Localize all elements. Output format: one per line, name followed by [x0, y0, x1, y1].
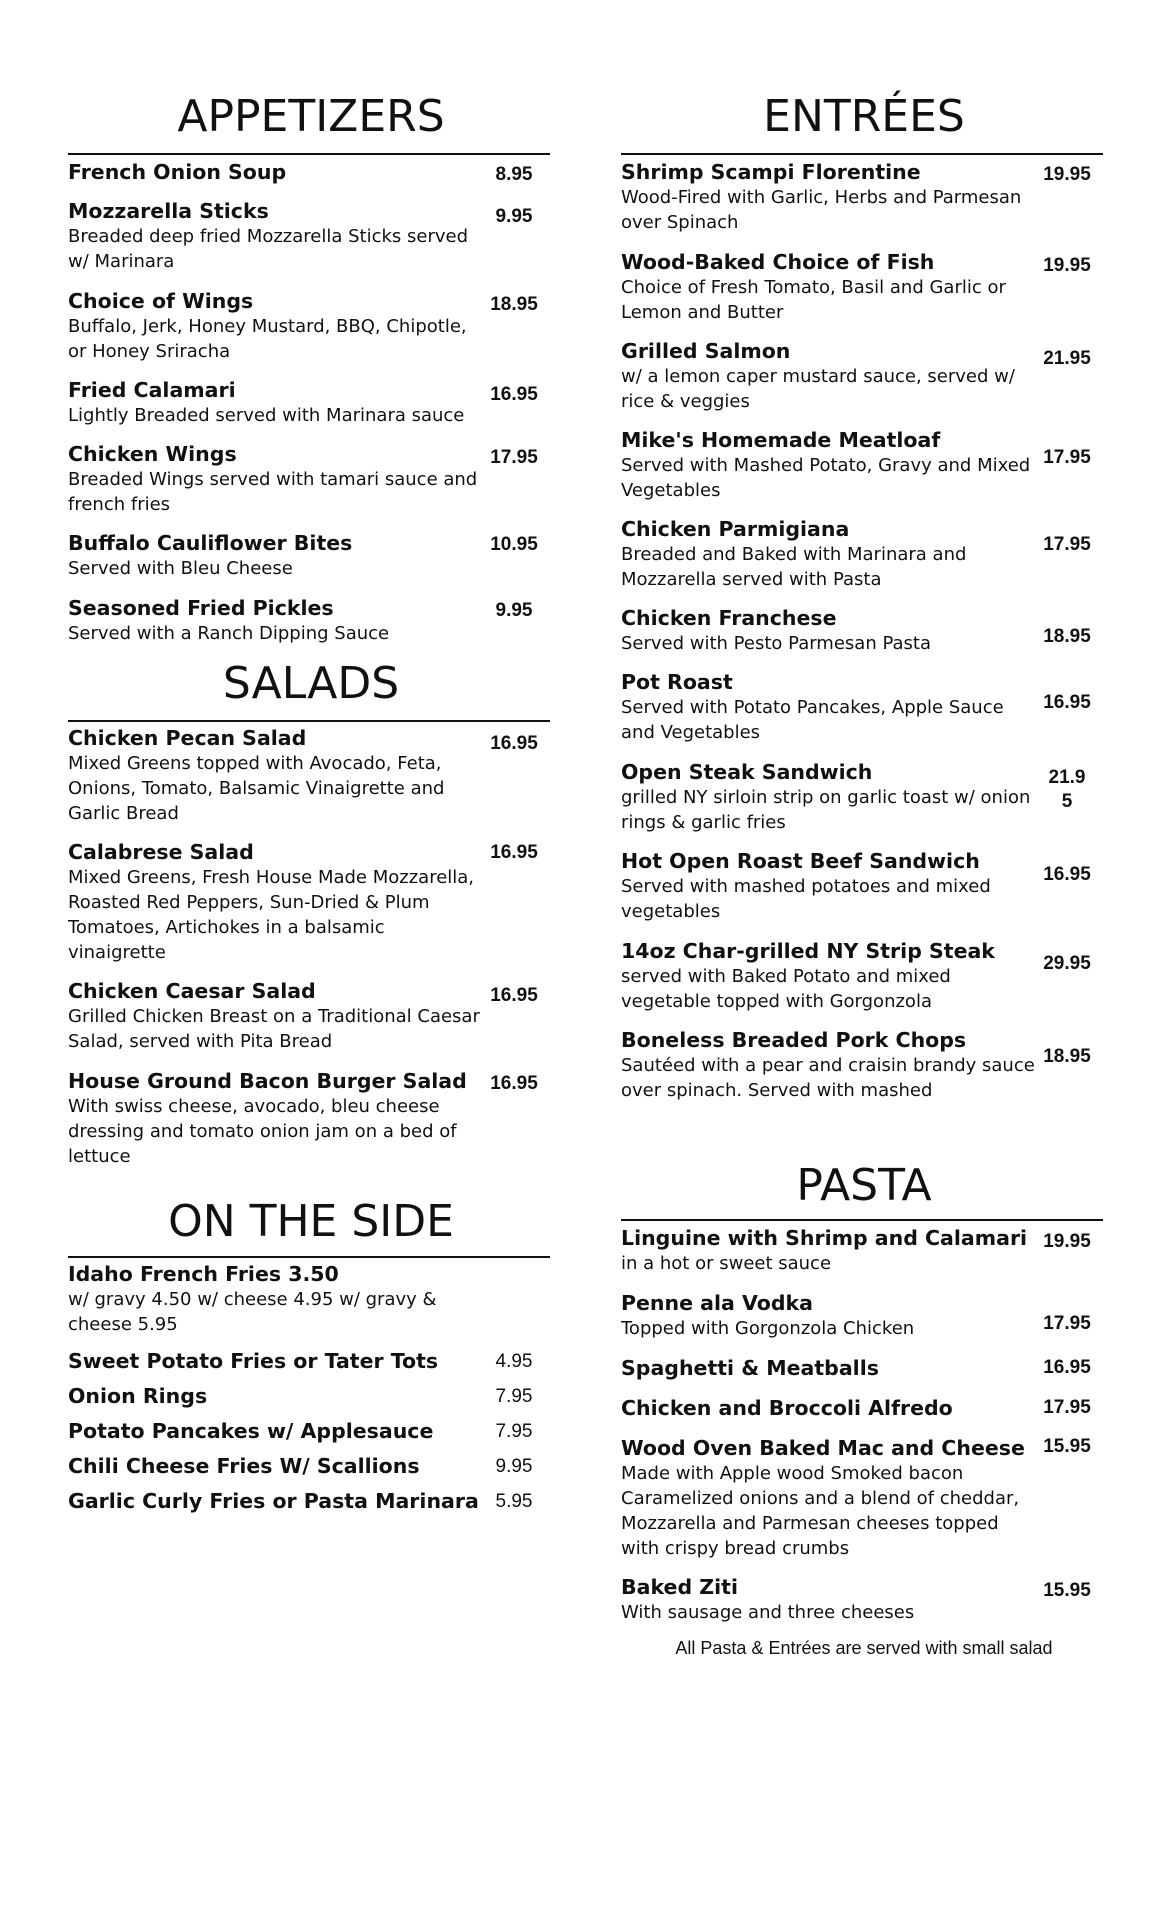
- menu-item: [621, 760, 1107, 835]
- item-price: 19.95: [1043, 1231, 1091, 1252]
- item-name: Chicken Caesar Salad: [68, 979, 316, 1003]
- menu-item: [68, 840, 554, 965]
- item-price: 7.95: [495, 1386, 533, 1407]
- item-name: Penne ala Vodka: [621, 1291, 813, 1315]
- menu-item: [621, 517, 1107, 592]
- item-description: With sausage and three cheeses: [621, 1602, 915, 1623]
- item-price: 21.9 5: [1048, 767, 1086, 812]
- item-price: 8.95: [495, 164, 533, 185]
- item-price: 17.95: [490, 447, 538, 468]
- item-description: Served with Mashed Potato, Gravy and Mixed Vegetables: [621, 455, 1031, 501]
- item-description: Choice of Fresh Tomato, Basil and Garlic or Lemon and Butter: [621, 277, 1006, 323]
- item-name: Chicken Parmigiana: [621, 517, 850, 541]
- item-name: Wood Oven Baked Mac and Cheese: [621, 1436, 1025, 1460]
- item-price: 21.95: [1043, 348, 1091, 369]
- menu-item: [68, 199, 554, 274]
- item-name: Chicken Franchese: [621, 606, 837, 630]
- item-name: Boneless Breaded Pork Chops: [621, 1028, 967, 1052]
- item-name: Chicken Pecan Salad: [68, 726, 307, 750]
- item-price: 19.95: [1043, 255, 1091, 276]
- menu-item: [68, 1454, 554, 1479]
- item-name: Chicken and Broccoli Alfredo: [621, 1396, 953, 1420]
- menu-item: [621, 1291, 1107, 1341]
- menu-item: [68, 1069, 554, 1169]
- sides-divider: [68, 1256, 550, 1258]
- item-name: Wood-Baked Choice of Fish: [621, 250, 935, 274]
- menu-item: [68, 596, 554, 646]
- menu-item: [621, 1575, 1107, 1625]
- item-price: 18.95: [1043, 626, 1091, 647]
- menu-item: [68, 442, 554, 517]
- item-description: Served with Potato Pancakes, Apple Sauce and Vegetables: [621, 697, 1004, 743]
- menu-item: [68, 1262, 554, 1337]
- appetizers-title: APPETIZERS: [177, 91, 445, 142]
- item-description: Served with a Ranch Dipping Sauce: [68, 623, 390, 644]
- item-price: 5.95: [495, 1491, 533, 1512]
- item-price: 4.95: [495, 1351, 533, 1372]
- item-price: 18.95: [490, 294, 538, 315]
- item-price: 16.95: [1043, 1357, 1091, 1378]
- item-description: Breaded deep fried Mozzarella Sticks served w/ Marinara: [68, 226, 468, 272]
- item-name: Garlic Curly Fries or Pasta Marinara: [68, 1489, 479, 1513]
- item-price: 9.95: [495, 206, 533, 227]
- menu-item: [68, 531, 554, 581]
- salads-title: SALADS: [222, 658, 400, 709]
- menu-item: [621, 1396, 1107, 1421]
- item-price: 16.95: [490, 384, 538, 405]
- menu-item: [621, 1028, 1107, 1103]
- item-price: 17.95: [1043, 1313, 1091, 1334]
- item-price: 9.95: [495, 600, 533, 621]
- menu-item: [621, 939, 1107, 1014]
- item-description: Served with Pesto Parmesan Pasta: [621, 633, 931, 654]
- entrees-title: ENTRÉES: [763, 91, 965, 142]
- menu-item: [621, 670, 1107, 745]
- item-description: served with Baked Potato and mixed vegetable topped with Gorgonzola: [621, 966, 951, 1012]
- item-description: Topped with Gorgonzola Chicken: [621, 1318, 915, 1339]
- entrees-divider: [621, 153, 1103, 155]
- item-description: w/ gravy 4.50 w/ cheese 4.95 w/ gravy & cheese 5.95: [68, 1289, 437, 1335]
- item-description: Breaded Wings served with tamari sauce and french fries: [68, 469, 478, 515]
- item-name: Sweet Potato Fries or Tater Tots: [68, 1349, 439, 1373]
- menu-item: [68, 1489, 554, 1514]
- item-description: Served with Bleu Cheese: [68, 558, 293, 579]
- item-name: Onion Rings: [68, 1384, 208, 1408]
- item-name: Hot Open Roast Beef Sandwich: [621, 849, 980, 873]
- item-name: Shrimp Scampi Florentine: [621, 160, 921, 184]
- item-description: With swiss cheese, avocado, bleu cheese dressing and tomato onion jam on a bed of lettuce: [68, 1096, 457, 1167]
- item-price: 16.95: [490, 1073, 538, 1094]
- item-description: Made with Apple wood Smoked bacon Caramelized onions and a blend of cheddar, Mozzarella and Parmesan cheeses topped with crispy bread crumbs: [621, 1463, 1020, 1559]
- item-name: 14oz Char-grilled NY Strip Steak: [621, 939, 995, 963]
- item-description: in a hot or sweet sauce: [621, 1253, 832, 1274]
- item-description: Mixed Greens topped with Avocado, Feta, Onions, Tomato, Balsamic Vinaigrette and Garlic Bread: [68, 753, 445, 824]
- item-name: Mike's Homemade Meatloaf: [621, 428, 941, 452]
- item-price: 16.95: [490, 842, 538, 863]
- menu-item: [68, 726, 554, 826]
- item-name: Choice of Wings: [68, 289, 254, 313]
- item-price: 15.95: [1043, 1580, 1091, 1601]
- menu-item: [621, 849, 1107, 924]
- item-description: Served with mashed potatoes and mixed vegetables: [621, 876, 991, 922]
- item-price: 7.95: [495, 1421, 533, 1442]
- menu-item: [68, 1384, 554, 1409]
- item-description: Buffalo, Jerk, Honey Mustard, BBQ, Chipotle, or Honey Sriracha: [68, 316, 467, 362]
- item-name: Buffalo Cauliflower Bites: [68, 531, 353, 555]
- item-name: Fried Calamari: [68, 378, 236, 402]
- menu-item: [621, 428, 1107, 503]
- item-price: 16.95: [490, 985, 538, 1006]
- item-price: 17.95: [1043, 534, 1091, 555]
- pasta-divider: [621, 1219, 1103, 1221]
- menu-item: [621, 1356, 1107, 1381]
- item-name: Grilled Salmon: [621, 339, 791, 363]
- item-description: Breaded and Baked with Marinara and Mozzarella served with Pasta: [621, 544, 967, 590]
- item-price: 16.95: [1043, 692, 1091, 713]
- menu-item: [68, 1349, 554, 1374]
- item-name: French Onion Soup: [68, 160, 287, 184]
- item-description: Lightly Breaded served with Marinara sauce: [68, 405, 465, 426]
- item-name: Chili Cheese Fries W/ Scallions: [68, 1454, 420, 1478]
- menu-item: [621, 250, 1107, 325]
- item-name: Potato Pancakes w/ Applesauce: [68, 1419, 434, 1443]
- item-name: Chicken Wings: [68, 442, 237, 466]
- item-price: 29.95: [1043, 953, 1091, 974]
- appetizers-divider: [68, 153, 550, 155]
- item-name: Calabrese Salad: [68, 840, 254, 864]
- item-description: Sautéed with a pear and craisin brandy sauce over spinach. Served with mashed: [621, 1055, 1035, 1101]
- menu-item: [68, 289, 554, 364]
- item-description: w/ a lemon caper mustard sauce, served w/ rice & veggies: [621, 366, 1015, 412]
- serving-note: All Pasta & Entrées are served with small salad: [675, 1638, 1053, 1658]
- item-name: Open Steak Sandwich: [621, 760, 873, 784]
- menu-item: [68, 378, 554, 428]
- item-name: Linguine with Shrimp and Calamari: [621, 1226, 1028, 1250]
- item-price: 18.95: [1043, 1046, 1091, 1067]
- item-name: Seasoned Fried Pickles: [68, 596, 334, 620]
- item-price: 10.95: [490, 534, 538, 555]
- menu-item: [621, 160, 1107, 235]
- pasta-title: PASTA: [796, 1160, 932, 1211]
- menu-item: [68, 1419, 554, 1444]
- item-name: Baked Ziti: [621, 1575, 738, 1599]
- menu-item: [68, 979, 554, 1054]
- menu-item: [621, 1226, 1107, 1276]
- item-price: 9.95: [495, 1456, 533, 1477]
- item-description: Wood-Fired with Garlic, Herbs and Parmesan over Spinach: [621, 187, 1022, 233]
- menu-item: [68, 160, 554, 185]
- sides-title: ON THE SIDE: [168, 1196, 454, 1247]
- salads-divider: [68, 720, 550, 722]
- item-description: Mixed Greens, Fresh House Made Mozzarella, Roasted Red Peppers, Sun-Dried & Plum Tomatoes, Artichokes in a balsamic vinaigrette: [68, 867, 475, 963]
- item-description: Grilled Chicken Breast on a Traditional Caesar Salad, served with Pita Bread: [68, 1006, 480, 1052]
- item-name: House Ground Bacon Burger Salad: [68, 1069, 467, 1093]
- menu-item: [621, 606, 1107, 656]
- item-price: 16.95: [490, 733, 538, 754]
- item-description: grilled NY sirloin strip on garlic toast w/ onion rings & garlic fries: [621, 787, 1031, 833]
- item-name: Pot Roast: [621, 670, 733, 694]
- item-name: Spaghetti & Meatballs: [621, 1356, 879, 1380]
- item-price: 17.95: [1043, 447, 1091, 468]
- menu-item: [621, 339, 1107, 414]
- item-price: 16.95: [1043, 864, 1091, 885]
- menu-item: [621, 1436, 1107, 1561]
- item-name: Mozzarella Sticks: [68, 199, 269, 223]
- item-name: Idaho French Fries 3.50: [68, 1262, 339, 1286]
- item-price: 15.95: [1043, 1436, 1091, 1457]
- item-price: 19.95: [1043, 164, 1091, 185]
- item-price: 17.95: [1043, 1397, 1091, 1418]
